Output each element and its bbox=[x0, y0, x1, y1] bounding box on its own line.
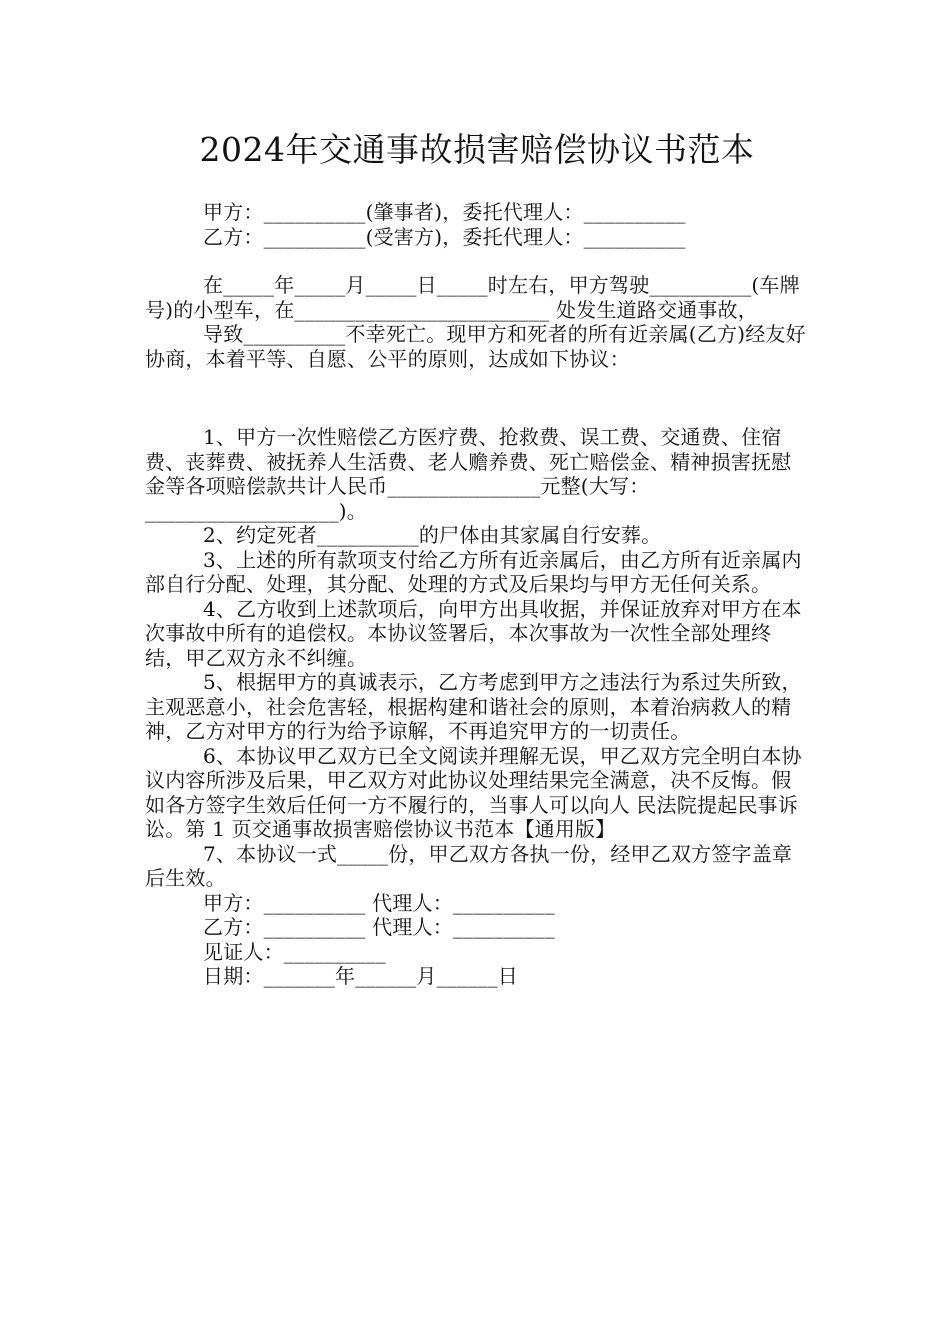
parties-section bbox=[145, 200, 809, 249]
intro-paragraph-1: 在_____年_____月_____日_____时左右，甲方驾驶__________(车牌号)的小型车，在_________________________ 处发生道路交通事故， bbox=[145, 273, 800, 322]
document-title: 2024年交通事故损害赔偿协议书范本 bbox=[199, 130, 755, 169]
clause-5: 5、根据甲方的真诚表示，乙方考虑到甲方之违法行为系过失所致，主观恶意小，社会危害轻，根据构建和谐社会的原则，本着治病救人的精神，乙方对甲方的行为给予谅解，不再追究甲方的一切责任。 bbox=[145, 670, 802, 743]
signature-witness: 见证人：__________ bbox=[203, 939, 386, 964]
clause-1: 1、甲方一次性赔偿乙方医疗费、抢救费、误工费、交通费、住宿费、丧葬费、被抚养人生活费、老人赡养费、死亡赔偿金、精神损害抚慰金等各项赔偿款共计人民币_______________元整(大写：___________________)。 bbox=[145, 425, 792, 523]
signature-party-a: 甲方：__________ 代理人：__________ bbox=[203, 890, 555, 915]
clause-6: 6、本协议甲乙双方已全文阅读并理解无误，甲乙双方完全明白本协议内容所涉及后果，甲乙双方对此协议处理结果完全满意，决不反悔。假如各方签字生效后任何一方不履行的，当事人可以向人 民法院提起民事诉讼。第 1 页交通事故损害赔偿协议书范本【通用版】 bbox=[145, 743, 802, 841]
clause-3: 3、上述的所有款项支付给乙方所有近亲属后，由乙方所有近亲属内部自行分配、处理，其分配、处理的方式及后果均与甲方无任何关系。 bbox=[145, 547, 802, 596]
party-b-line: 乙方：__________(受害方)，委托代理人：__________ bbox=[203, 224, 686, 249]
party-a-line: 甲方：__________(肇事者)，委托代理人：__________ bbox=[203, 200, 686, 224]
intro-section bbox=[145, 273, 809, 371]
signature-date: 日期：_______年______月______日 bbox=[203, 964, 518, 988]
clause-7: 7、本协议一式_____份，甲乙双方各执一份，经甲乙双方签字盖章后生效。 bbox=[145, 841, 793, 890]
clause-2: 2、约定死者__________的尸体由其家属自行安葬。 bbox=[203, 523, 662, 547]
clauses-section bbox=[145, 425, 809, 989]
intro-paragraph-2: 导致__________不幸死亡。现甲方和死者的所有近亲属(乙方)经友好协商，本着平等、自愿、公平的原则，达成如下协议： bbox=[145, 322, 806, 371]
signature-party-b: 乙方：__________ 代理人：__________ bbox=[203, 915, 555, 939]
clause-4: 4、乙方收到上述款项后，向甲方出具收据，并保证放弃对甲方在本次事故中所有的追偿权。本协议签署后，本次事故为一次性全部处理终结，甲乙双方永不纠缠。 bbox=[145, 596, 802, 670]
